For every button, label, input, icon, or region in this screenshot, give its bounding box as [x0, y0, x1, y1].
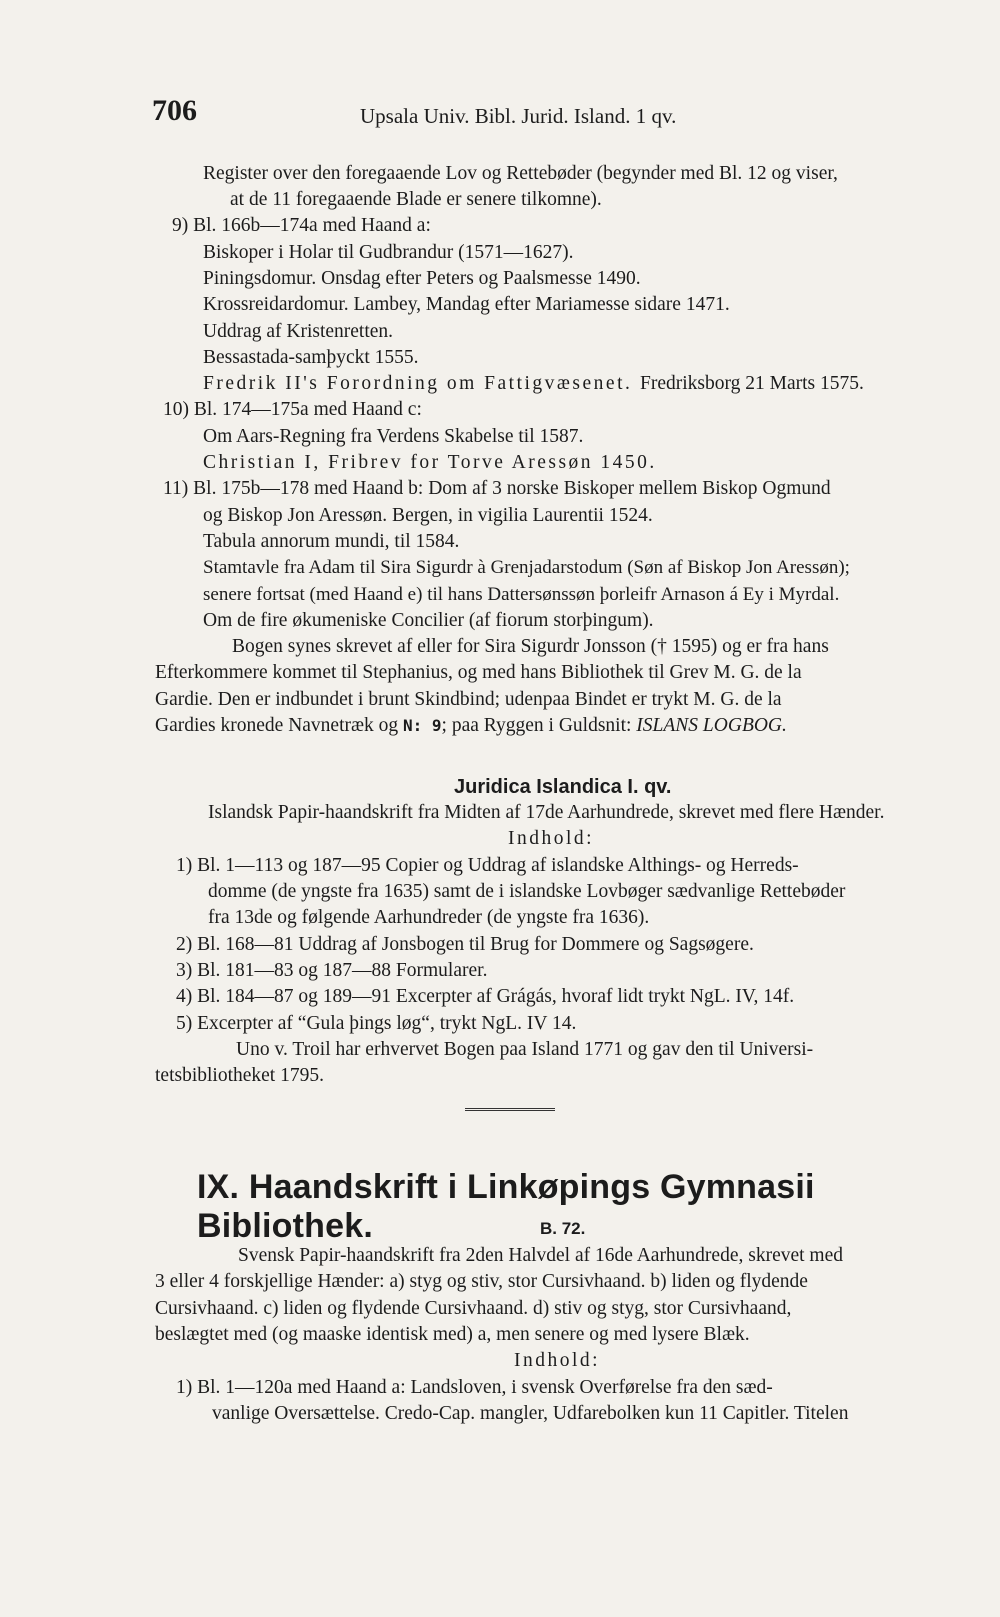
text-line: Fredriksborg 21 Marts 1575.: [640, 373, 864, 394]
text-line: Bogen synes skrevet af eller for Sira Sigurdr Jonsson († 1595) og er fra hans: [232, 636, 829, 657]
text-line: tetsbibliotheket 1795.: [155, 1065, 324, 1086]
text-line: 2) Bl. 168—81 Uddrag af Jonsbogen til Brug for Dommere og Sagsøgere.: [176, 934, 754, 955]
text-line: Uddrag af Kristenretten.: [203, 321, 394, 342]
spine-title: ISLANS LOGBOG.: [636, 715, 787, 736]
text-line: 1) Bl. 1—113 og 187—95 Copier og Uddrag af islandske Althings- og Herreds-: [176, 855, 799, 876]
text-line: Biskoper i Holar til Gudbrandur (1571—1627).: [203, 242, 574, 263]
text-line: Om Aars-Regning fra Verdens Skabelse til 1587.: [203, 426, 584, 447]
section-divider: [465, 1108, 555, 1111]
text-line: Stamtavle fra Adam til Sira Sigurdr à Grenjadarstodum (Søn af Biskop Jon Aressøn);: [203, 557, 850, 578]
text-line: 9) Bl. 166b—174a med Haand a:: [172, 215, 431, 236]
text-line: 5) Excerpter af “Gula þings løg“, trykt NgL. IV 14.: [176, 1013, 577, 1034]
text-line: 10) Bl. 174—175a med Haand c:: [163, 399, 422, 420]
text-line: og Biskop Jon Aressøn. Bergen, in vigilia Laurentii 1524.: [203, 505, 653, 526]
text-line: Bessastada-samþyckt 1555.: [203, 347, 419, 368]
text-line: Om de fire økumeniske Concilier (af fiorum storþingum).: [203, 610, 654, 631]
text-line: Cursivhaand. c) liden og flydende Cursivhaand. d) stiv og styg, stor Cursivhaand,: [155, 1298, 792, 1319]
text-line: Christian I, Fribrev for Torve Aressøn 1450.: [203, 452, 657, 473]
text-line: [155, 713, 787, 739]
chapter-heading: IX. Haandskrift i Linkøpings Gymnasii Bibliothek.: [197, 1168, 815, 1245]
running-head: Upsala Univ. Bibl. Jurid. Island. 1 qv.: [360, 104, 677, 128]
text-line: domme (de yngste fra 1635) samt de i islandske Lovbøger sædvanlige Rettebøder: [208, 881, 846, 902]
text-line: Register over den foregaaende Lov og Rettebøder (begynder med Bl. 12 og viser,: [203, 163, 838, 184]
text-line: Krossreidardomur. Lambey, Mandag efter Mariamesse sidare 1471.: [203, 294, 730, 315]
text-line: vanlige Oversættelse. Credo-Cap. mangler, Udfarebolken kun 11 Capitler. Titelen: [212, 1403, 849, 1424]
text-fragment: ; paa Ryggen i Guldsnit:: [441, 715, 632, 736]
contents-heading: Indhold:: [508, 828, 595, 849]
text-line: at de 11 foregaaende Blade er senere tilkomne).: [230, 189, 602, 210]
page-number: 706: [152, 94, 197, 127]
text-line: Islandsk Papir-haandskrift fra Midten af 17de Aarhundrede, skrevet med flere Hænder.: [208, 802, 885, 823]
text-line: Uno v. Troil har erhvervet Bogen paa Island 1771 og gav den til Universi-: [236, 1039, 814, 1060]
text-line: Svensk Papir-haandskrift fra 2den Halvdel af 16de Aarhundrede, skrevet med: [238, 1245, 843, 1266]
contents-heading: Indhold:: [514, 1350, 601, 1371]
text-line: beslægtet med (og maaske identisk med) a, men senere og med lysere Blæk.: [155, 1324, 750, 1345]
text-line: senere fortsat (med Haand e) til hans Dattersønssøn þorleifr Arnason á Ey i Myrdal.: [203, 584, 840, 605]
text-line: 3) Bl. 181—83 og 187—88 Formularer.: [176, 960, 488, 981]
text-line: Efterkommere kommet til Stephanius, og med hans Bibliothek til Grev M. G. de la: [155, 662, 802, 683]
text-line: 11) Bl. 175b—178 med Haand b: Dom af 3 norske Biskoper mellem Biskop Ogmund: [163, 478, 831, 499]
text-line: 4) Bl. 184—87 og 189—91 Excerpter af Grágás, hvoraf lidt trykt NgL. IV, 14f.: [176, 986, 795, 1007]
shelfmark: B. 72.: [540, 1219, 586, 1238]
text-line: 1) Bl. 1—120a med Haand a: Landsloven, i svensk Overførelse fra den sæd-: [176, 1377, 773, 1398]
text-line: Tabula annorum mundi, til 1584.: [203, 531, 460, 552]
text-line: 3 eller 4 forskjellige Hænder: a) styg og stiv, stor Cursivhaand. b) liden og flydende: [155, 1271, 808, 1292]
section-title: Juridica Islandica I. qv.: [454, 776, 672, 798]
text-line: Piningsdomur. Onsdag efter Peters og Paalsmesse 1490.: [203, 268, 641, 289]
text-line: fra 13de og følgende Aarhundreder (de yngste fra 1636).: [208, 907, 650, 928]
text-line: Gardie. Den er indbundet i brunt Skindbind; udenpaa Bindet er trykt M. G. de la: [155, 689, 782, 710]
text-fragment: Gardies kronede Navnetræk og: [155, 715, 399, 736]
monogram-mark: N: 9: [403, 716, 442, 735]
text-line: Fredrik II's Forordning om Fattigvæsenet.: [203, 373, 633, 394]
